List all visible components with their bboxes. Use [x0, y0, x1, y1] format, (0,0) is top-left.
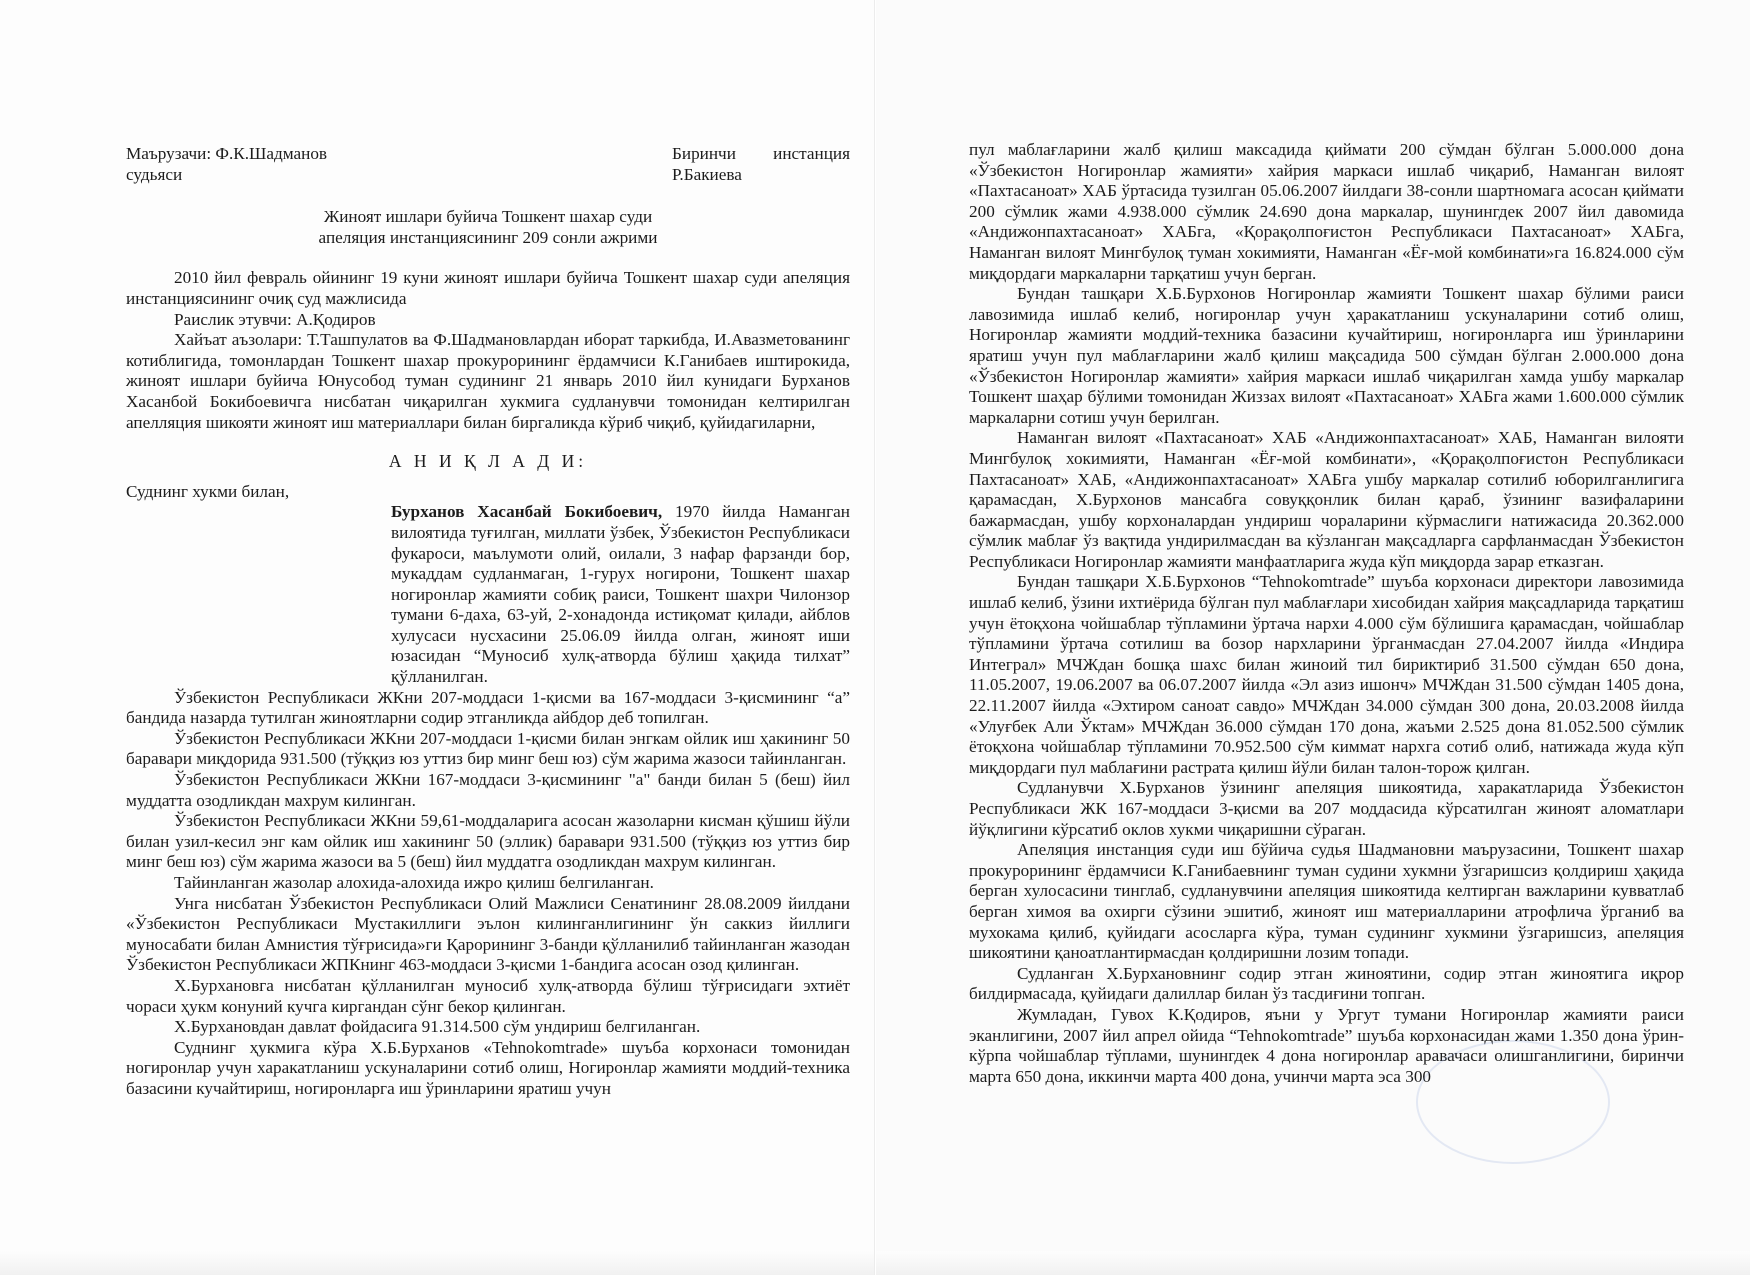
rapporteur-role: судьяси: [126, 164, 183, 184]
right-paragraph: Бундан ташқари Х.Б.Бурхонов “Tehnokomtrade” шуъба корхонаси директори лавозимида ишлаб келиб, ўзини ихтиёрида бўлган пул маблағлари хисобидан хайрия мақсадларида тарқатиш учун ётоқхона чойшаблар тўпламини ўртача нархи 4.000 сўм бўлишига қарамасдан, чойшаблар тўпламини ўртача сотилиш ва бозор нархларини ўрганмасдан 27.04.2007 йилда «Индира Интеграл» МЧЖдан бошқа шахс билан жиноий тил бириктириб 31.500 сўмдан 650 дона, 11.05.2007, 19.06.2007 ва 06.07.2007 йилда «Эл азиз ишонч» МЧЖдан 31.500 сўмдан 1405 дона, 22.11.2007 йилда «Эхтиром саноат савдо» МЧЖдан 34.000 сўмдан 300 дона, 20.03.2008 йилда «Улуғбек Али Ўктам» МЧЖдан 36.000 сўмдан 170 дона, жаъми 2.525 дона 81.052.500 сўмлик ётоқхона чойшаблар тўпламини 70.952.500 сўм киммат нархга сотиб олиб, натижада жуда кўп миқдордаги пул маблағини растрата қилиш йўли билан талон-торож қилган.: [969, 572, 1684, 777]
first-instance-judge: Р.Бакиева: [672, 164, 742, 184]
intro-paragraph-3: Хайъат аъзолари: Т.Ташпулатов ва Ф.Шадмановлардан иборат таркибда, И.Авазметованинг котиблигида, томонлардан Тошкент шахар прокурорининг ёрдамчиси К.Ганибаев иштирокида, жиноят ишлари буйича Юнусобод туман судининг 21 январь 2010 йил кунидаги Бурханов Хасанбой Бокибоевичга нисбатан чиқарилган хукмига судланувчи томонидан келтирилган апелляция шикояти жиноят иш материаллари билан биргаликда кўриб чиқиб, қуйидагиларни,: [126, 330, 850, 432]
left-paragraph: Ўзбекистон Республикаси ЖКни 207-моддаси 1-қисми билан энгкам ойлик иш ҳакининг 50 баравари миқдорида 931.500 (тўққиз юз уттиз бир минг беш юз) сўм жарима жазоси тайинланган.: [126, 728, 850, 769]
left-paragraph: Ўзбекистон Республикаси ЖКни 167-моддаси 3-қисмининг "а" банди билан 5 (беш) йил муддатта озодликдан махрум килинган.: [126, 770, 850, 810]
right-page-text: [969, 140, 1684, 1087]
first-instance-block: [672, 144, 850, 185]
right-paragraph: Жумладан, Гувох К.Қодиров, яъни у Ургут тумани Ногиронлар жамияти раиси эканлигини, 2007 йил апрел ойида “Tehnokomtrade” шуъба корхонасидан жами 1.350 дона ўрин-кўрпа чойшаблар тўплами, шунингдек 4 дона ногиронлар аравачаси олишганлигини, биринчи марта 650 дона, иккинчи марта 400 дона, учинчи марта эса 300: [969, 1004, 1684, 1086]
right-paragraph: Бундан ташқари Х.Б.Бурхонов Ногиронлар жамияти Тошкент шахар бўлими раиси лавозимида ишлаб келиб, ногиронлар учун ҳаракатланиш ускуналарини сотиб олиш, Ногиронлар жамияти моддий-техника базасини кучайтириш, ногиронларга иш ўринларини яратиш учун пул маблағларини жалб қилиш мақсадида 500 сўмдан бўлган 2.000.000 дона «Ўзбекистон Ногиронлар жамияти» хайрия маркаси ишлаб чиқарилган хамда ушбу маркалар Тошкент шаҳар бўлими томонидан Жиззах вилоят «Пахтасаноат» ХАБга жами 1.600.000 сўмлик маркаларни сотиш учун берилган.: [969, 284, 1684, 427]
rapporteur-line: Маърузачи: Ф.К.Шадманов: [126, 144, 328, 163]
intro-paragraph-1: 2010 йил февраль ойининг 19 куни жиноят ишлари буйича Тошкент шахар суди апеляция инстанциясининг очиқ суд мажлисида: [126, 268, 850, 308]
left-paragraph: Ўзбекистон Республикаси ЖКни 207-моддаси 1-қисми ва 167-моддаси 3-қисмининг “а” бандида назарда тутилган жиноятларни содир этганликда айбдор деб топилган.: [126, 687, 850, 728]
left-paragraph: Тайинланган жазолар алохида-алохида ижро қилиш белгиланган.: [174, 873, 654, 892]
left-paragraph: Х.Бурхановга нисбатан қўлланилган муносиб хулқ-атворда бўлиш тўғрисидаги эхтиёт чораси ҳукм конуний кучга киргандан сўнг бекор қилинган.: [126, 975, 850, 1016]
defendant-block: [391, 502, 850, 687]
left-page-text: [126, 144, 850, 1100]
left-paragraph: Унга нисбатан Ўзбекистон Республикаси Олий Мажлиси Сенатининг 28.08.2009 йилдани «Ўзбекистон Республикаси Мустакиллиги эълон килинганлигининг ўн саккиз йиллиги муносабати билан Амнистия тўғрисида»ги Қарорининг 3-банди қўлланилиб тайинланган жазодан Ўзбекистон Республикаси ЖПКнинг 463-моддаси 3-қисми 1-бандига асосан озод қилинган.: [126, 893, 850, 975]
title-line-2: апеляция инстанциясининг 209 сонли ажрими: [318, 227, 658, 247]
first-instance-word2: инстанция: [773, 144, 850, 163]
first-instance-line: [672, 144, 850, 165]
scan-edge: [876, 1251, 1750, 1275]
first-instance-word1: Биринчи: [672, 144, 736, 163]
right-paragraph: пул маблағларини жалб қилиш максадида қиймати 200 сўмдан бўлган 5.000.000 дона «Ўзбекистон Ногиронлар жамияти» хайрия маркаси ишлаб чиқариб, Наманган вилоят «Пахтасаноат» ХАБ ўртасида тузилган 05.06.2007 йилдаги 38-сонли шартномага асосан қиймати 200 сўмлик жами 4.938.000 сўмлик 24.690 дона маркалар, шунингдек 2007 йил давомида «Андижонпахтасаноат» ХАБга, «Қорақолпоғистон Республикаси Пахтасаноат» ХАБга, Наманган вилоят Мингбулоқ туман хокимияти, Наманган «Ёғ-мой комбинати»га 16.824.000 сўм миқдордаги маркаларни тарқатиш учун берган.: [969, 140, 1684, 283]
right-paragraph: Судланган Х.Бурхановнинг содир этган жиноятини, содир этган жиноятига иқрор билдирмасада, қуйидаги далиллар билан ўз тасдиғини топган.: [969, 963, 1684, 1004]
verdict-intro: Суднинг хукми билан,: [126, 481, 290, 501]
left-paragraph: Ўзбекистон Республикаси ЖКни 59,61-моддаларига асосан жазоларни кисман қўшиш йўли билан узил-кесил энг кам ойлик иш хакининг 50 (эллик) баравари 931.500 (тўққиз юз уттиз бир минг беш юз) сўм жарима жазоси ва 5 (беш) йил муддатга озодликдан махрум килинган.: [126, 811, 850, 872]
section-heading: А Н И Қ Л А Д И:: [388, 451, 588, 472]
right-paragraph: Наманган вилоят «Пахтасаноат» ХАБ «Андижонпахтасаноат» ХАБ, Наманган вилояти Мингбулоқ хокимияти, Наманган «Ёғ-мой комбинати», «Қорақолпоғистон Республикаси Пахтасаноат» ХАБ, «Андижонпахтасаноат» ХАБга ушбу маркалар сотилиб юборилганлигига қарамасдан, Х.Бурхонов мансабга совуққонлик билан қараб, ўзининг вазифаларини бажармасдан, ушбу корхоналардан ундириш чораларини кўрмаслиги натижасида 20.362.000 сўмлик маблағ ўз вақтида ундирилмасдан ва кўзланган мақсадларга сарфланмасдан Ўзбекистон Республикаси Ногиронлар жамияти манфаатларига жуда кўп миқдорда зарар етказган.: [969, 428, 1684, 571]
right-paragraph: Апеляция инстанция суди иш бўйича судья Шадмановни маърузасини, Тошкент шахар прокурорининг ёрдамчиси К.Ганибаевнинг туман судини хукмни ўзгаришсиз қолдириш ҳақида берган хулосасини тинглаб, судланувчини апеляция шикоятида келтирган важларини кувватлаб берган химоя ва охирги сўзини эшитиб, жиноят иш материалларини атрофлича ўрганиб ва мухокама қилиб, қуйидаги асосларга кўра, туман судининг хукмини ўзгаришсиз, апеляция шикоятини қаноатлантирмасдан қолдиришни лозим топади.: [969, 840, 1684, 963]
right-page: [876, 0, 1750, 1275]
rapporteur-block: [126, 144, 327, 185]
scan-edge: [0, 1251, 874, 1275]
faint-stamp: [1416, 1040, 1610, 1164]
document-header: [126, 144, 850, 185]
title-line-1: Жиноят ишлари буйича Тошкент шахар суди: [323, 207, 653, 227]
right-paragraph: Судланувчи Х.Бурханов ўзининг апеляция шикоятида, харакатларида Ўзбекистон Республикаси ЖК 167-моддаси 3-қисми ва 207 моддасида кўрсатилган жиноят аломатлари йўқлигини кўрсатиб оклов хукми чиқаришни сўраган.: [969, 778, 1684, 839]
intro-paragraph-2: Раислик этувчи: А.Қодиров: [174, 309, 376, 329]
defendant-name: Бурханов Хасанбай Бокибоевич,: [391, 502, 663, 522]
defendant-description: 1970 йилда Наманган вилоятида туғилган, миллати ўзбек, Ўзбекистон Республикаси фукароси, маълумоти олий, оилали, 3 нафар фарзанди бор, мукаддам судланмаган, 1-гурух ногирони, Тошкент шахар ногиронлар жамияти собиқ раиси, Тошкент шахри Чилонзор тумани 6-даха, 63-уй, 2-хонадонда истиқомат қилади, айблов хулусаси нусхасини 25.06.09 йилда олган, жиноят иши юзасидан “Муносиб хулқ-атворда бўлиш ҳақида тилхат” қўлланилган.: [391, 502, 850, 687]
left-paragraph: Суднинг ҳукмига кўра Х.Б.Бурханов «Tehnokomtrade» шуъба корхонаси томонидан ногиронлар учун харакатланиш ускуналарини сотиб олиш, Ногиронлар жамияти моддий-техника базасини кучайтириш, ногиронларга иш ўринларини яратиш учун: [126, 1037, 850, 1098]
left-paragraph: Х.Бурхановдан давлат фойдасига 91.314.500 сўм ундириш белгиланган.: [174, 1017, 701, 1037]
document-title: [126, 207, 850, 248]
